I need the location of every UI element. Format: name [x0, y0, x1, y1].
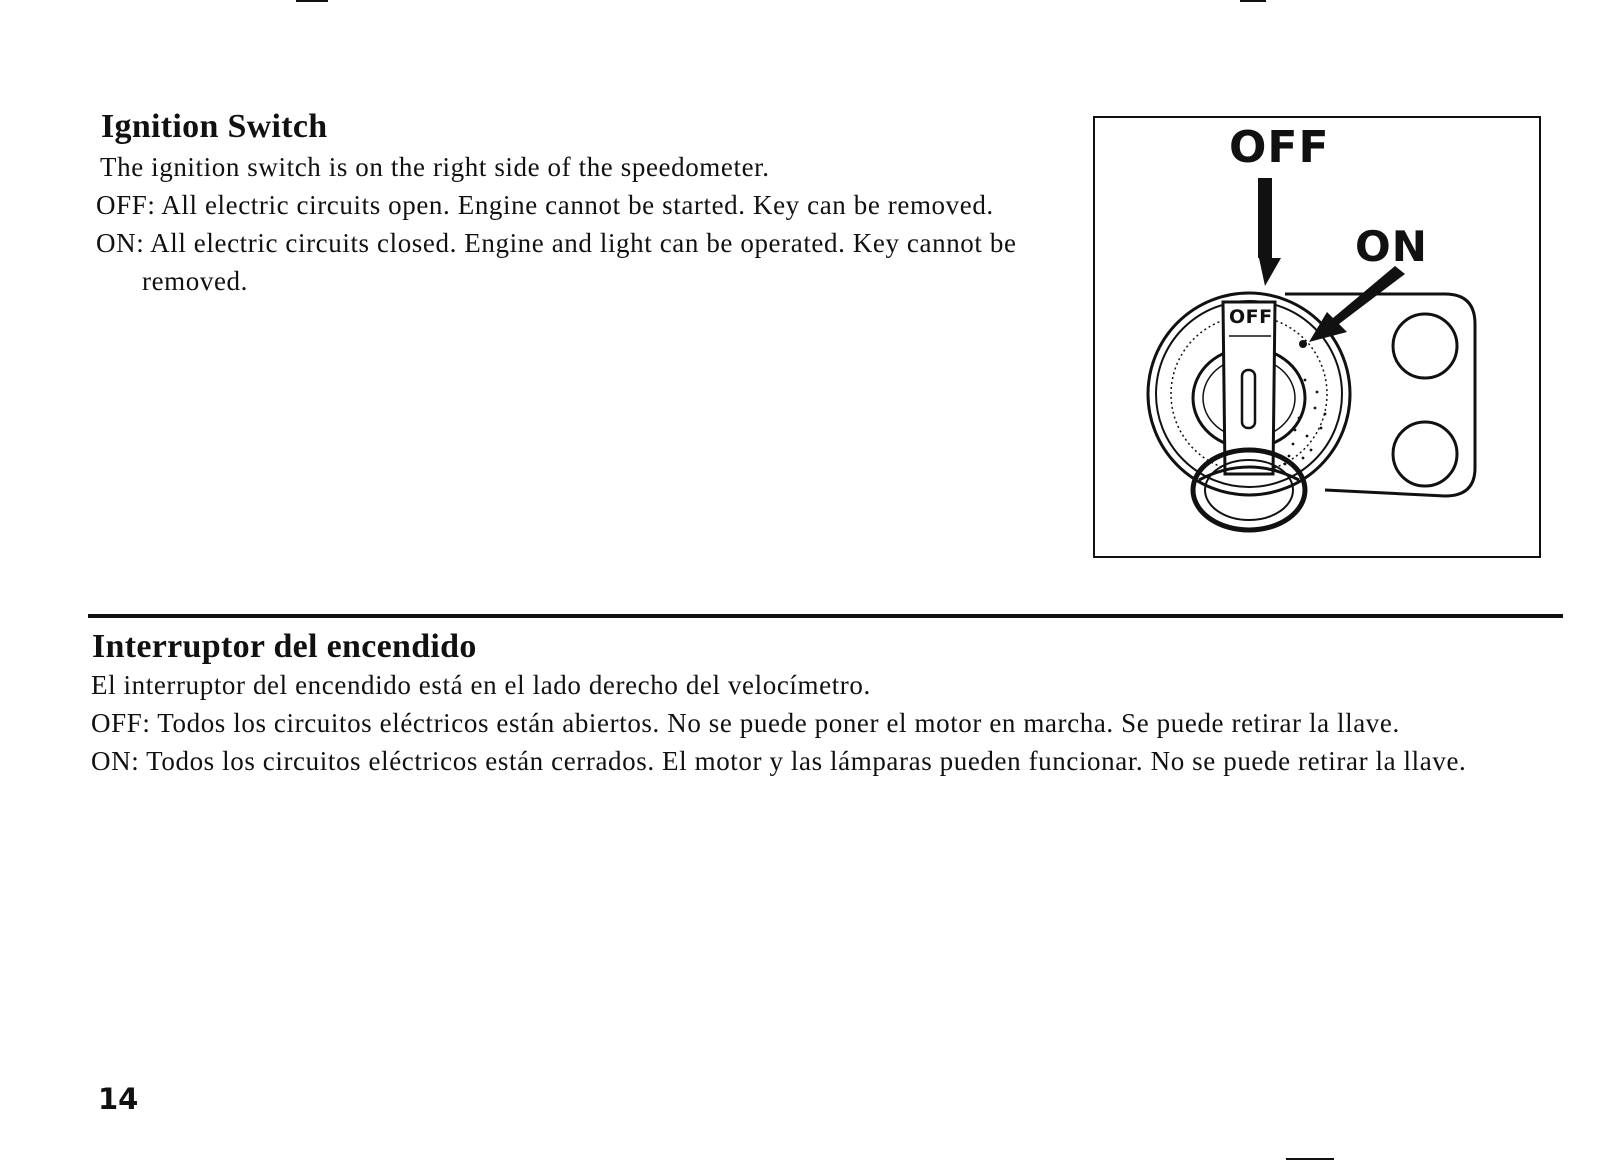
spanish-on-entry: ON: Todos los circuitos eléctricos están cerrados. El motor y las lámparas pueden funcionar. No se puede retirar la llave.	[91, 746, 1467, 776]
english-heading: Ignition Switch	[101, 108, 328, 145]
scan-edge-mark	[1240, 0, 1266, 2]
scan-edge-mark	[296, 0, 328, 2]
ignition-switch-figure	[1093, 116, 1541, 558]
plate-hole-bottom	[1393, 422, 1457, 486]
spanish-off-entry: OFF: Todos los circuitos eléctricos están abiertos. No se puede poner el motor en marcha. Se puede retirar la llave.	[91, 708, 1400, 738]
scan-edge-mark	[1286, 1158, 1334, 1160]
key-off-marking: OFF	[1229, 306, 1273, 328]
on-arrow	[1309, 266, 1405, 342]
figure-label-on: ON	[1355, 222, 1428, 271]
spanish-body	[91, 666, 1553, 780]
plate-hole-top	[1393, 314, 1457, 378]
spanish-heading: Interruptor del encendido	[92, 628, 477, 665]
off-arrow	[1258, 178, 1281, 286]
english-on-entry: ON: All electric circuits closed. Engine and light can be operated. Key cannot be removed.	[96, 228, 1017, 296]
ignition-switch-illustration	[1095, 118, 1539, 556]
english-off-entry: OFF: All electric circuits open. Engine cannot be started. Key can be removed.	[96, 190, 994, 220]
section-divider	[88, 614, 1563, 618]
english-body	[96, 148, 1081, 300]
spanish-intro: El interruptor del encendido está en el lado derecho del velocímetro.	[91, 670, 871, 700]
english-intro: The ignition switch is on the right side of the speedometer.	[100, 152, 770, 182]
figure-label-off: OFF	[1229, 122, 1330, 173]
spanish-section	[0, 620, 1600, 920]
on-position-dot	[1299, 340, 1307, 348]
page-number: 14	[98, 1082, 139, 1116]
